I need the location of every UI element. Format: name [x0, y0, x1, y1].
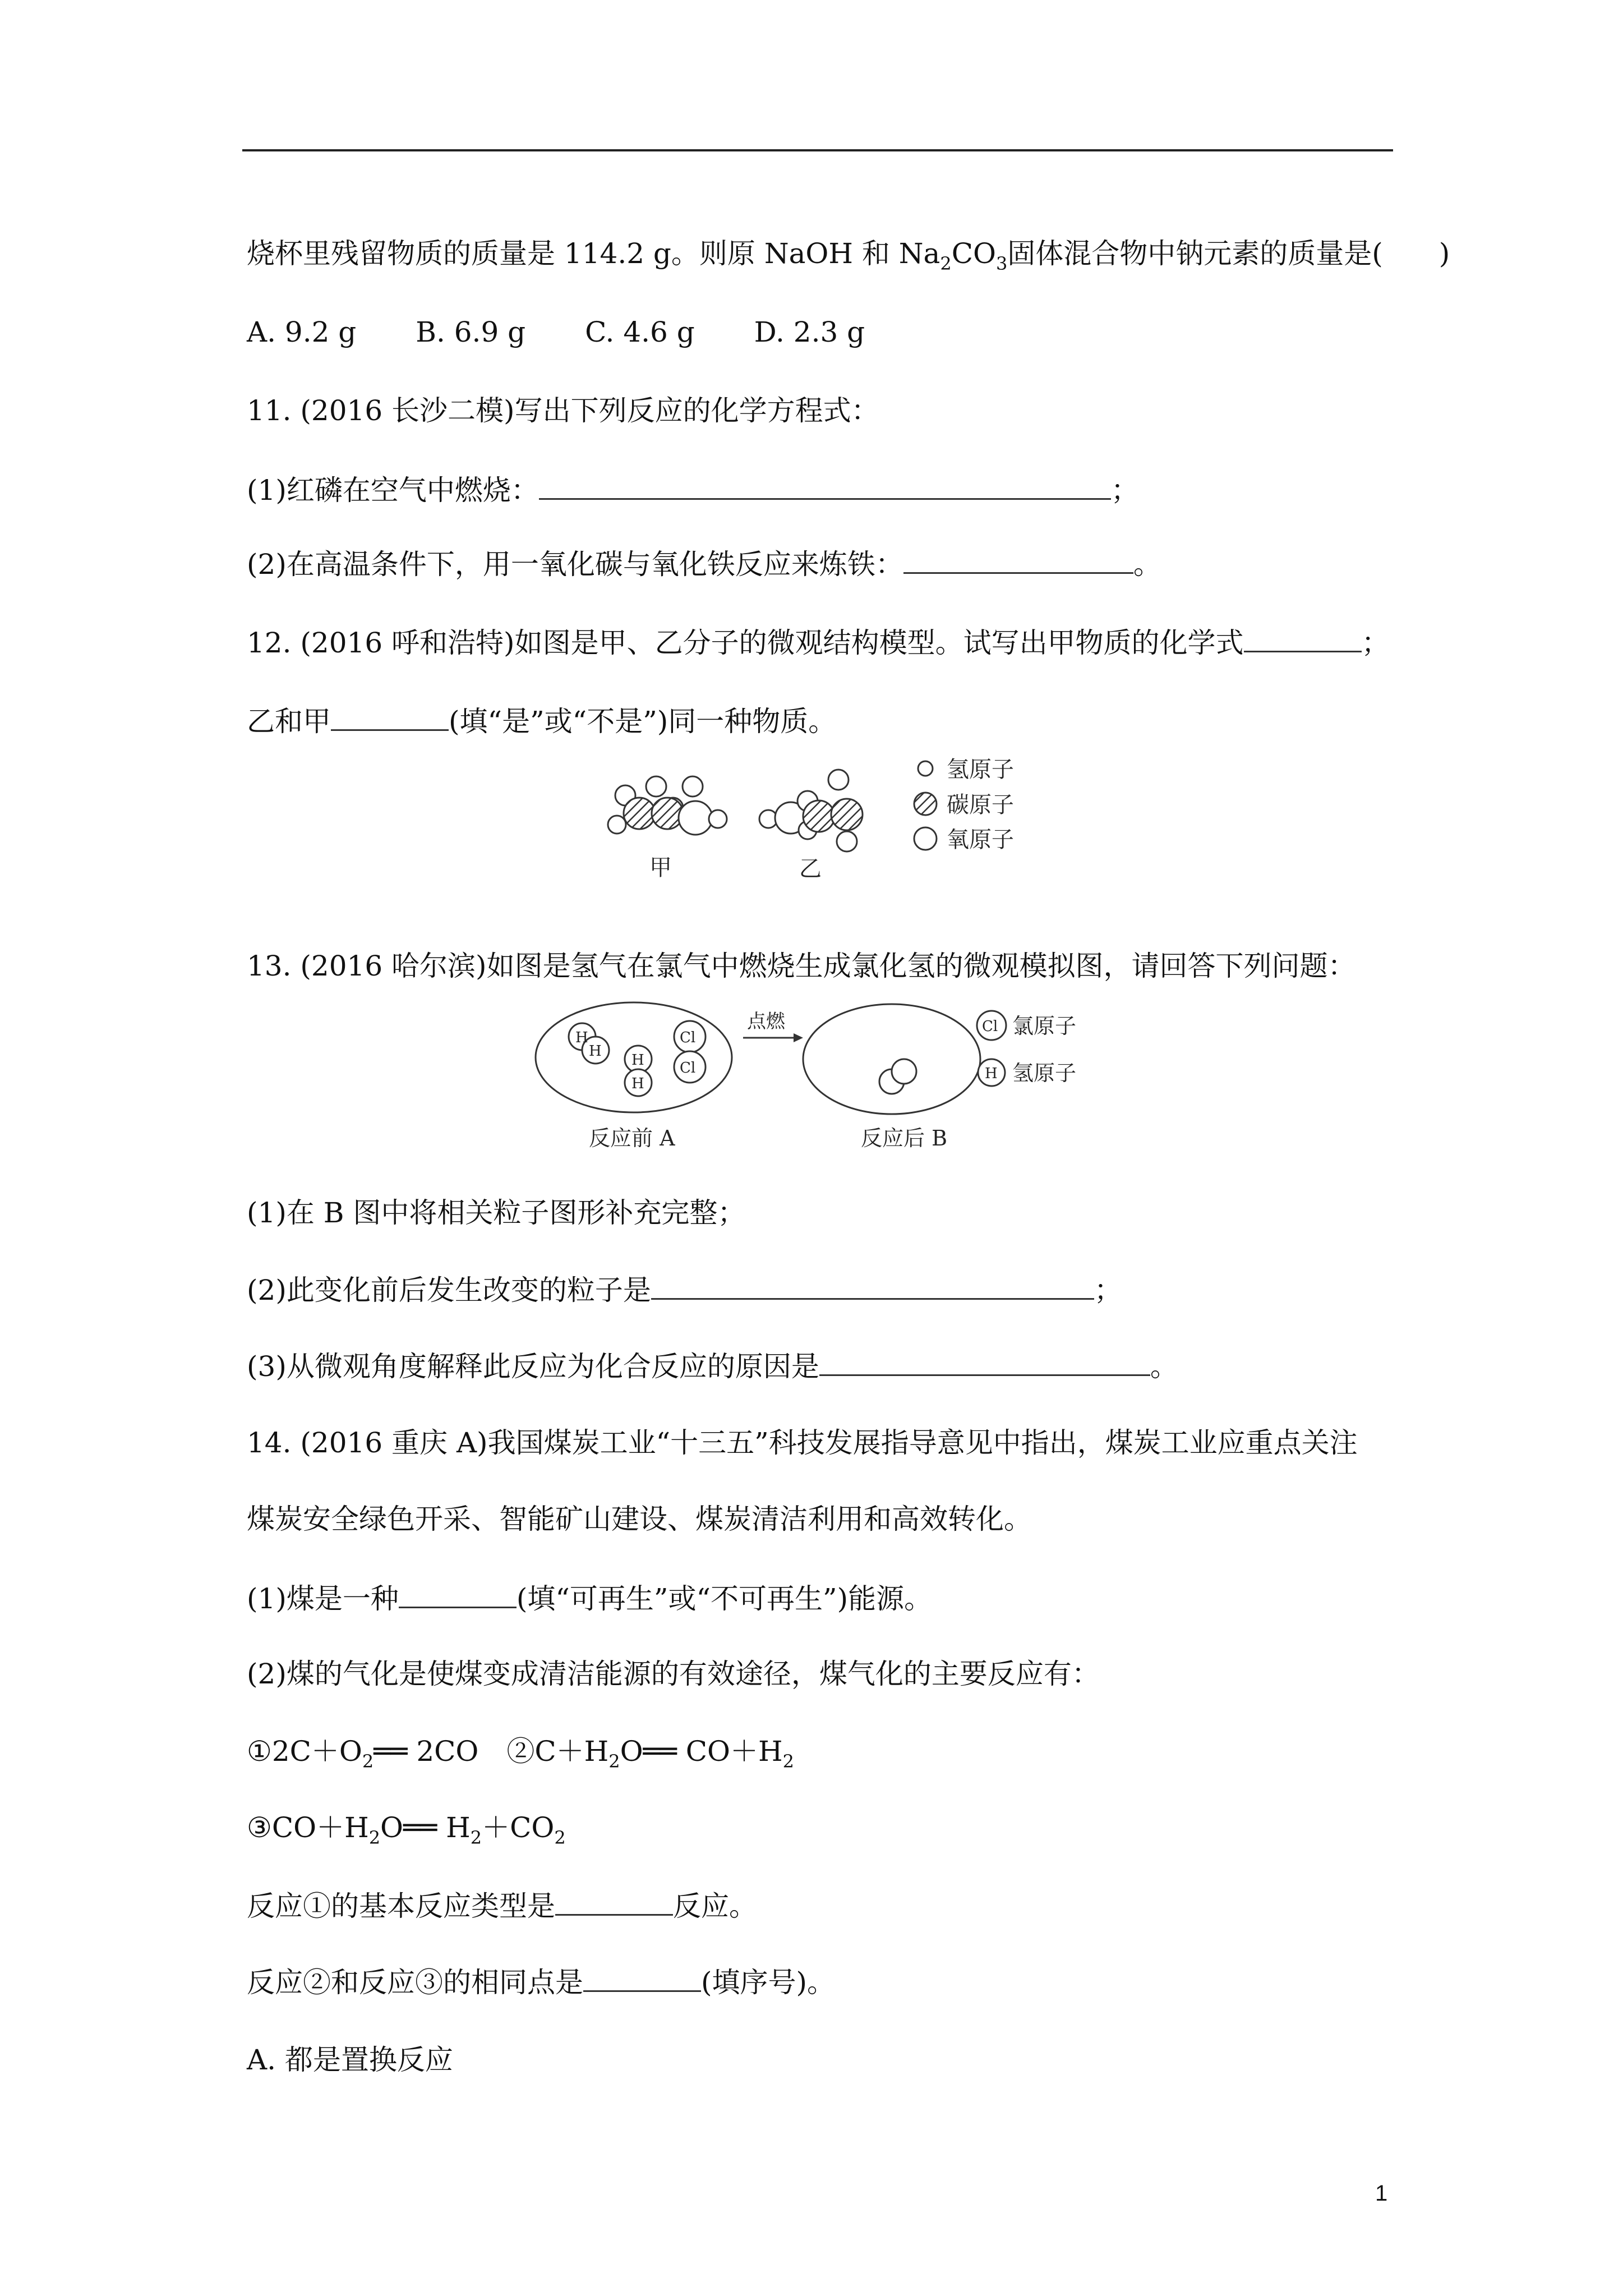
legend-chlorine: 氯原子 [1012, 1014, 1077, 1038]
q10-line [247, 236, 1450, 272]
q13-part1: (1)在 B 图中将相关粒子图形补充完整； [247, 1197, 746, 1229]
q14-reaction-common [247, 1963, 835, 2000]
eq-sub: 2 [554, 1827, 566, 1848]
q12-stem-end: ； [1361, 627, 1390, 659]
q11-stem: 11. (2016 长沙二模)写出下列反应的化学方程式： [247, 394, 879, 427]
atom-cl: Cl [680, 1029, 696, 1046]
atom-cl: Cl [680, 1060, 696, 1076]
q11-part2 [247, 545, 1161, 582]
q14-part1-tail: (填“可再生”或“不可再生”)能源。 [516, 1582, 933, 1615]
atom-h: H [631, 1075, 644, 1092]
q14-stem-line2: 煤炭安全绿色开采、智能矿山建设、煤炭清洁利用和高效转化。 [247, 1503, 1032, 1535]
q14-r2-tail: (填序号)。 [701, 1966, 836, 1999]
answer-blank[interactable] [555, 1887, 673, 1916]
eq-text: ══ 2CO ②C＋H [374, 1735, 609, 1768]
q10-option-b: B. 6.9 g [416, 316, 526, 348]
answer-blank[interactable] [651, 1271, 1094, 1300]
q14-equation-line2 [247, 1810, 566, 1846]
arrow-label: 点燃 [747, 1010, 785, 1033]
q10-sub3: 3 [995, 253, 1008, 274]
answer-blank[interactable] [399, 1580, 517, 1608]
q13-part2-end: ； [1094, 1274, 1122, 1306]
caption-b: 反应后 B [861, 1126, 948, 1151]
q14-r1-tail: 反应。 [673, 1890, 757, 1922]
answer-blank[interactable] [1244, 624, 1362, 652]
particles-b [879, 1059, 916, 1094]
q12-line2 [247, 702, 836, 739]
q14-r1-text: 反应①的基本反应类型是 [247, 1890, 555, 1922]
answer-blank[interactable] [539, 471, 1111, 500]
q12-line2-text: 乙和甲 [247, 705, 331, 738]
label-yi: 乙 [799, 856, 822, 882]
molecule-model-figure [583, 752, 1054, 898]
q10-option-c: C. 4.6 g [585, 316, 695, 348]
caption-a: 反应前 A [589, 1126, 675, 1151]
eq-sub: 2 [782, 1751, 794, 1772]
atom-h: H [589, 1043, 602, 1060]
q13-part3 [247, 1347, 1178, 1384]
eq-sub: 2 [608, 1751, 620, 1772]
q11-part1 [247, 471, 1139, 508]
header-rule [242, 149, 1393, 151]
molecule-jia [608, 776, 727, 835]
q10-option-a: A. 9.2 g [247, 316, 357, 348]
q14-reaction1-type [247, 1887, 757, 1924]
answer-blank[interactable] [903, 545, 1133, 574]
q11-part2-text: (2)在高温条件下，用一氧化碳与氧化铁反应来炼铁： [247, 548, 903, 581]
eq-text: ③CO＋H [247, 1811, 369, 1844]
page-number: 1 [1375, 2181, 1388, 2206]
legend-carbon-symbol [914, 793, 937, 815]
q10-sub: 2 [940, 253, 952, 274]
eq-text: O══ H [380, 1811, 471, 1844]
atom-h: H [631, 1052, 644, 1069]
container-b [803, 1004, 980, 1114]
q10-option-d: D. 2.3 g [754, 316, 865, 348]
reaction-model-figure [533, 999, 1122, 1167]
legend-hydrogen-symbol [918, 761, 933, 776]
q10-text: 烧杯里残留物质的质量是 114.2 g。则原 NaOH 和 Na [247, 237, 940, 270]
q11-part2-end: 。 [1133, 548, 1161, 581]
answer-blank[interactable] [819, 1347, 1150, 1376]
q10-text-co: CO [951, 237, 996, 270]
eq-text: ①2C＋O [247, 1735, 362, 1768]
q12-line2-tail: (填“是”或“不是”)同一种物质。 [449, 705, 837, 738]
eq-text: ＋CO [482, 1811, 555, 1844]
legend-cl-atom: Cl [982, 1018, 998, 1035]
q14-part1-text: (1)煤是一种 [247, 1582, 399, 1615]
q12-stem-text: 12. (2016 呼和浩特)如图是甲、乙分子的微观结构模型。试写出甲物质的化学式 [247, 627, 1244, 659]
q11-part1-text: (1)红磷在空气中燃烧： [247, 474, 539, 507]
legend-hydrogen-b: 氢原子 [1012, 1061, 1077, 1085]
eq-sub: 2 [368, 1827, 381, 1848]
q14-part1 [247, 1580, 932, 1617]
q12-stem [247, 624, 1390, 661]
label-jia: 甲 [649, 855, 672, 881]
legend-h-atom: H [985, 1065, 998, 1082]
q13-part2 [247, 1271, 1122, 1308]
q10-tail: 固体混合物中钠元素的质量是( ) [1007, 237, 1450, 270]
atom-h: H [575, 1029, 588, 1046]
q11-part1-end: ； [1110, 474, 1139, 507]
q13-stem: 13. (2016 哈尔滨)如图是氢气在氯气中燃烧生成氯化氢的微观模拟图，请回答下列问题： [247, 950, 1356, 982]
q14-stem-line1: 14. (2016 重庆 A)我国煤炭工业“十三五”科技发展指导意见中指出，煤炭工业应重点关注 [247, 1427, 1358, 1459]
q14-r2-text: 反应②和反应③的相同点是 [247, 1966, 583, 1999]
q14-option-a: A. 都是置换反应 [247, 2044, 453, 2076]
q13-part3-text: (3)从微观角度解释此反应为化合反应的原因是 [247, 1350, 819, 1383]
molecule-yi [759, 770, 863, 852]
legend-oxygen: 氧原子 [947, 827, 1014, 853]
q10-options [247, 314, 915, 350]
legend-hydrogen: 氢原子 [947, 757, 1014, 783]
q14-part2: (2)煤的气化是使煤变成清洁能源的有效途径，煤气化的主要反应有： [247, 1658, 1100, 1690]
eq-sub: 2 [470, 1827, 482, 1848]
arrow-head [794, 1033, 803, 1042]
eq-text: O══ CO＋H [620, 1735, 783, 1768]
eq-sub: 2 [362, 1751, 374, 1772]
answer-blank[interactable] [331, 702, 449, 731]
q13-part2-text: (2)此变化前后发生改变的粒子是 [247, 1274, 651, 1306]
legend-carbon: 碳原子 [947, 792, 1014, 818]
molecule-legend [914, 761, 937, 850]
q13-part3-end: 。 [1150, 1350, 1178, 1383]
q14-equation-line1 [247, 1733, 794, 1772]
answer-blank[interactable] [583, 1963, 701, 1992]
legend-oxygen-symbol [914, 827, 937, 850]
